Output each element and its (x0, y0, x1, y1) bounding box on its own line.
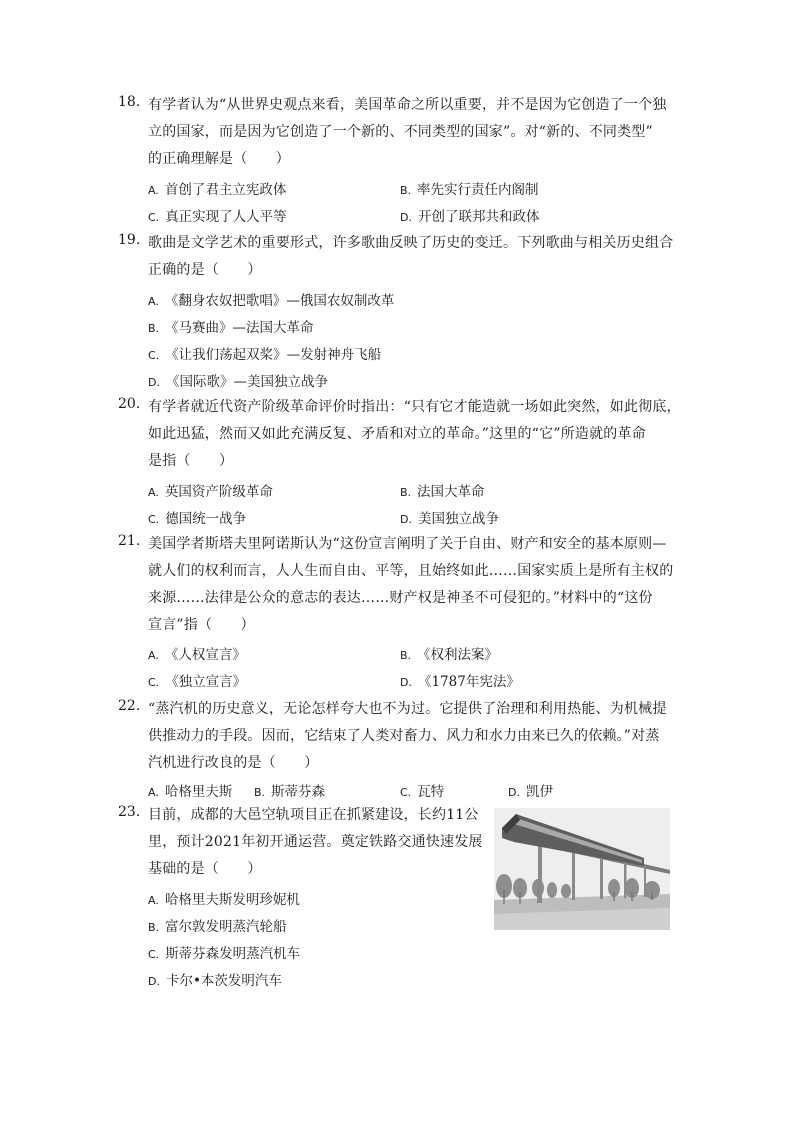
option-b[interactable]: B. 斯蒂芬森 (254, 784, 326, 800)
option-d[interactable]: D. 卡尔•本茨发明汽车 (148, 973, 282, 989)
question-text-line: 来源……法律是公众的意志的表达……财产权是神圣不可侵犯的。”材料中的“这份 (148, 590, 653, 606)
option-b[interactable]: B. 富尔敦发明蒸汽轮船 (148, 919, 287, 935)
question-text-line: 是指（ ） (148, 453, 234, 469)
option-c[interactable]: C. 《让我们荡起双桨》—发射神舟飞船 (148, 347, 382, 363)
question-text-line: 美国学者斯塔夫里阿诺斯认为“这份宣言阐明了关于自由、财产和安全的基本原则— (148, 536, 667, 552)
question-text-line: 就人们的权利而言，人人生而自由、平等，且始终如此……国家实质上是所有主权的 (148, 563, 674, 579)
question-text-line: 有学者认为“从世界史观点来看，美国革命之所以重要，并不是因为它创造了一个独 (148, 97, 667, 113)
option-c[interactable]: C. 斯蒂芬森发明蒸汽机车 (148, 946, 301, 962)
question-text-line: 宣言”指（ ） (148, 617, 255, 633)
option-d[interactable]: D. 《国际歌》—美国独立战争 (148, 374, 328, 390)
question-text-line: 里，预计2021年初开通运营。奠定铁路交通快速发展 (148, 834, 483, 850)
option-b[interactable]: B. 《马赛曲》—法国大革命 (148, 320, 314, 336)
monorail-illustration (494, 808, 670, 930)
question-text-line: 目前，成都的大邑空轨项目正在抓紧建设，长约11公 (148, 807, 479, 823)
option-d[interactable]: D. 美国独立战争 (400, 511, 499, 527)
question-number: 19. (118, 232, 141, 248)
question-number: 21. (118, 533, 141, 549)
question-text-line: 基础的是（ ） (148, 861, 262, 877)
option-c[interactable]: C. 瓦特 (400, 784, 445, 800)
option-d[interactable]: D. 《1787年宪法》 (400, 674, 520, 690)
option-b[interactable]: B. 法国大革命 (400, 484, 485, 500)
option-b[interactable]: B. 《权利法案》 (400, 647, 499, 663)
question-number: 22. (118, 698, 141, 714)
question-text-line: 的正确理解是（ ） (148, 151, 290, 167)
option-c[interactable]: C. 德国统一战争 (148, 511, 247, 527)
question-number: 23. (118, 804, 141, 820)
option-a[interactable]: A. 英国资产阶级革命 (148, 484, 273, 500)
option-c[interactable]: C. 《独立宣言》 (148, 674, 247, 690)
question-text-line: 有学者就近代资产阶级革命评价时指出：“只有它才能造就一场如此突然，如此彻底， (148, 399, 681, 415)
option-a[interactable]: A. 哈格里夫斯 (148, 784, 233, 800)
question-text-line: 歌曲是文学艺术的重要形式，许多歌曲反映了历史的变迁。下列歌曲与相关历史组合 (148, 235, 674, 251)
question-text-line: 如此迅猛，然而又如此充满反复、矛盾和对立的革命。”这里的“它”所造就的革命 (148, 426, 646, 442)
option-d[interactable]: D. 开创了联邦共和政体 (400, 209, 540, 225)
question-text-line: 供推动力的手段。因而，它结束了人类对畜力、风力和水力由来已久的依赖。”对蒸 (148, 728, 660, 744)
question-text-line: 立的国家，而是因为它创造了一个新的、不同类型的国家”。对“新的、不同类型” (148, 124, 653, 140)
question-text-line: 汽机进行改良的是（ ） (148, 755, 319, 771)
question-number: 20. (118, 396, 141, 412)
question-text-line: “蒸汽机的历史意义，无论怎样夸大也不为过。它提供了治理和利用热能、为机械提 (148, 701, 667, 717)
question-text-line: 正确的是（ ） (148, 262, 262, 278)
option-a[interactable]: A. 《人权宣言》 (148, 647, 246, 663)
option-a[interactable]: A. 首创了君主立宪政体 (148, 182, 287, 198)
monorail-photo (494, 808, 670, 930)
question-number: 18. (118, 94, 141, 110)
option-d[interactable]: D. 凯伊 (508, 784, 553, 800)
option-b[interactable]: B. 率先实行责任内阁制 (400, 182, 539, 198)
option-a[interactable]: A. 《翻身农奴把歌唱》—俄国农奴制改革 (148, 293, 395, 309)
option-c[interactable]: C. 真正实现了人人平等 (148, 209, 287, 225)
option-a[interactable]: A. 哈格里夫斯发明珍妮机 (148, 892, 300, 908)
